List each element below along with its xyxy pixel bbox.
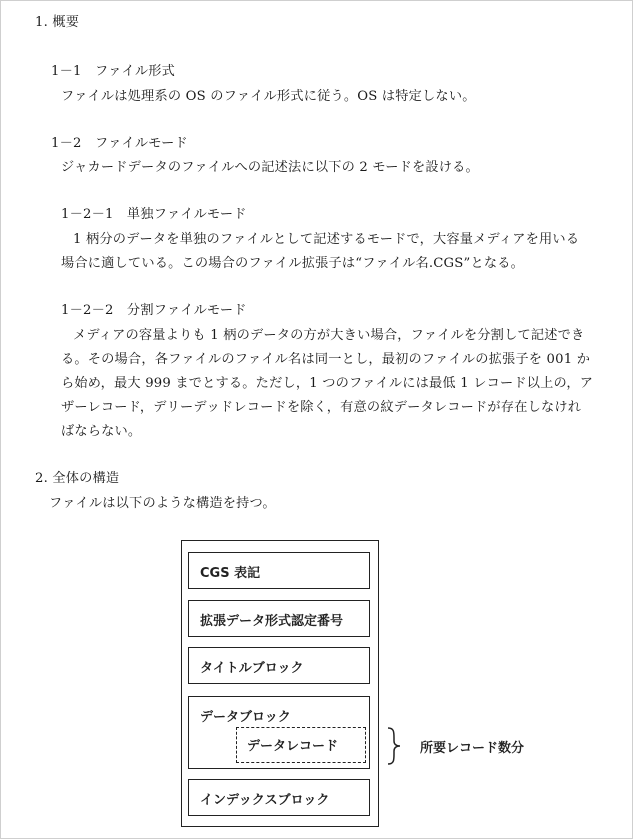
section-1-2-2-text-line-2: る。その場合，各ファイルのファイル名は同一とし，最初のファイルの拡張子を 001 か	[61, 352, 591, 367]
section-1-2-1-text-line-2: 場合に適している。この場合のファイル拡張子は“ファイル名.CGS”となる。	[61, 256, 525, 271]
section-1-2-heading: 1－2 ファイルモード	[51, 136, 188, 151]
title-block-label: タイトルブロック	[200, 661, 304, 676]
section-1-1-text: ファイルは処理系の OS のファイル形式に従う。OS は特定しない。	[61, 89, 476, 104]
section-1-2-2-text-line-1: メディアの容量よりも 1 柄のデータの方が大きい場合，ファイルを分割して記述でき	[73, 328, 585, 343]
extension-number-block	[188, 600, 370, 637]
section-1-2-text: ジャカードデータのファイルへの記述法に以下の 2 モードを設ける。	[61, 160, 479, 175]
section-2-text: ファイルは以下のような構造を持つ。	[49, 496, 276, 511]
data-record-block	[236, 727, 366, 763]
data-record-block-label: データレコード	[247, 739, 339, 754]
section-1-2-2-text-line-3: ら始め，最大 999 までとする。ただし，1 つのファイルには最低 1 レコード以上の，ア	[61, 376, 594, 391]
title-block	[188, 647, 370, 684]
section-1-2-2-text-line-5: ばならない。	[61, 424, 142, 439]
section-2-heading: 2. 全体の構造	[35, 471, 120, 486]
cgs-block-label: CGS 表記	[200, 566, 261, 581]
section-1-2-1-heading: 1－2－1 単独ファイルモード	[61, 207, 247, 222]
data-block-label: データブロック	[200, 710, 291, 725]
section-1-2-2-text-line-4: ザーレコード，デリーデッドレコードを除く，有意の紋データレコードが存在しなけれ	[61, 400, 582, 415]
cgs-block	[188, 552, 370, 589]
index-block-label: インデックスブロック	[200, 793, 330, 808]
section-1-2-2-heading: 1－2－2 分割ファイルモード	[61, 303, 247, 318]
curly-brace-icon	[386, 726, 406, 766]
section-1-1-heading: 1－1 ファイル形式	[51, 64, 176, 79]
index-block	[188, 779, 370, 816]
section-1-heading: 1. 概要	[35, 15, 80, 30]
section-1-2-1-text-line-1: 1 柄分のデータを単独のファイルとして記述するモードで，大容量メディアを用いる	[73, 232, 580, 247]
required-record-count-label: 所要レコード数分	[420, 741, 525, 756]
extension-number-block-label: 拡張データ形式認定番号	[200, 614, 344, 629]
